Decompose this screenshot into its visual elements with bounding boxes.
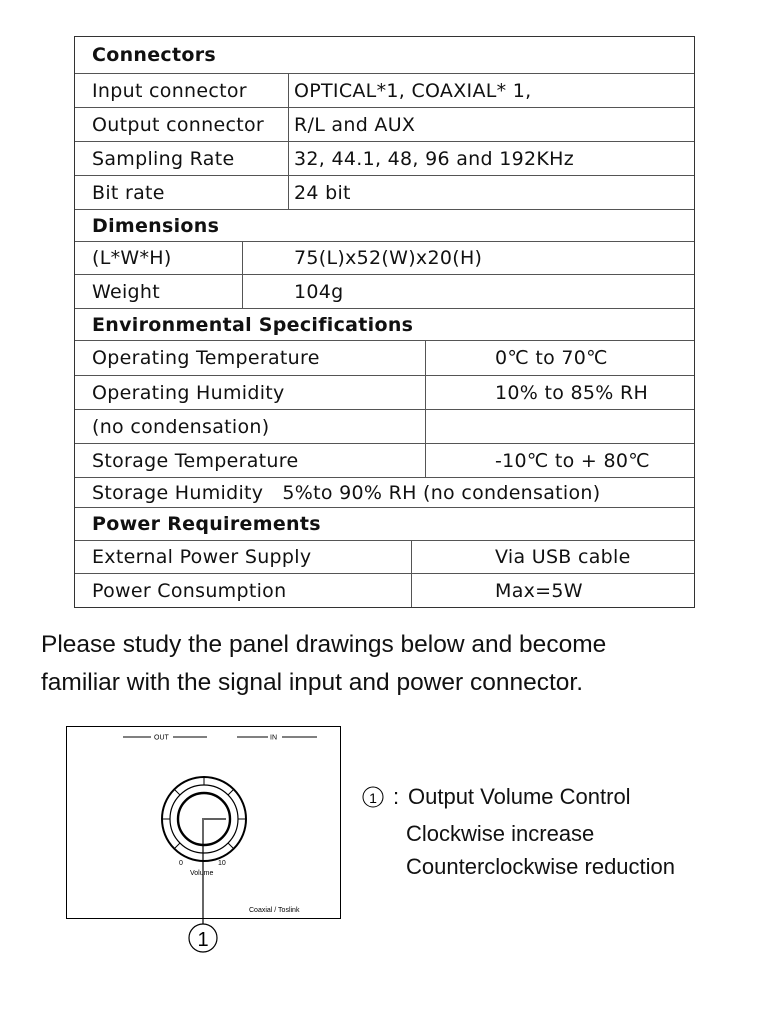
in-label: IN bbox=[270, 734, 277, 742]
connectors-heading: Connectors bbox=[92, 44, 217, 66]
legend-marker-number: 1 bbox=[369, 790, 377, 806]
row-label: Weight bbox=[92, 280, 160, 303]
row-value: 75(L)x52(W)x20(H) bbox=[294, 247, 483, 269]
out-label: OUT bbox=[154, 734, 169, 742]
row-value: Max=5W bbox=[495, 579, 583, 602]
row-label: Input connector bbox=[92, 79, 247, 102]
row-label: Operating Humidity bbox=[92, 381, 285, 404]
storage-humidity-text: Storage Humidity 5%to 90% RH (no condensation) bbox=[92, 481, 601, 504]
paragraph-line-2: familiar with the signal input and power connector. bbox=[41, 669, 584, 696]
connector-label: Coaxial / Toslink bbox=[249, 907, 300, 914]
volume-label: Volume bbox=[190, 870, 214, 877]
legend-line-3: Counterclockwise reduction bbox=[406, 854, 676, 879]
row-label: Storage Temperature bbox=[92, 449, 299, 472]
row-value: 0℃ to 70℃ bbox=[495, 347, 608, 369]
row-value: 104g bbox=[294, 280, 344, 303]
row-label: (no condensation) bbox=[92, 415, 270, 438]
row-label: Operating Temperature bbox=[92, 347, 320, 369]
legend-colon: : bbox=[393, 784, 400, 809]
power-heading: Power Requirements bbox=[92, 513, 321, 535]
row-label: Output connector bbox=[92, 113, 265, 136]
scale-max-label: 10 bbox=[218, 860, 226, 867]
row-value: 32, 44.1, 48, 96 and 192KHz bbox=[294, 147, 574, 170]
callout-number: 1 bbox=[197, 929, 209, 951]
row-value: OPTICAL*1, COAXIAL* 1, bbox=[294, 79, 532, 102]
row-value: Via USB cable bbox=[495, 546, 631, 568]
row-label: External Power Supply bbox=[92, 546, 312, 568]
row-value: R/L and AUX bbox=[294, 113, 416, 136]
row-label: Bit rate bbox=[92, 181, 165, 204]
row-label: Power Consumption bbox=[92, 579, 287, 602]
dimensions-heading: Dimensions bbox=[92, 214, 220, 237]
scale-min-label: 0 bbox=[179, 860, 183, 867]
environmental-heading: Environmental Specifications bbox=[92, 313, 414, 336]
paragraph-line-1: Please study the panel drawings below and become bbox=[41, 631, 607, 658]
legend-title: Output Volume Control bbox=[408, 784, 631, 809]
row-value: 10% to 85% RH bbox=[495, 381, 649, 404]
row-label: Sampling Rate bbox=[92, 147, 235, 170]
row-value: 24 bit bbox=[294, 181, 351, 204]
row-label: (L*W*H) bbox=[92, 247, 172, 269]
legend-line-2: Clockwise increase bbox=[406, 821, 595, 846]
row-value: -10℃ to + 80℃ bbox=[495, 449, 650, 472]
